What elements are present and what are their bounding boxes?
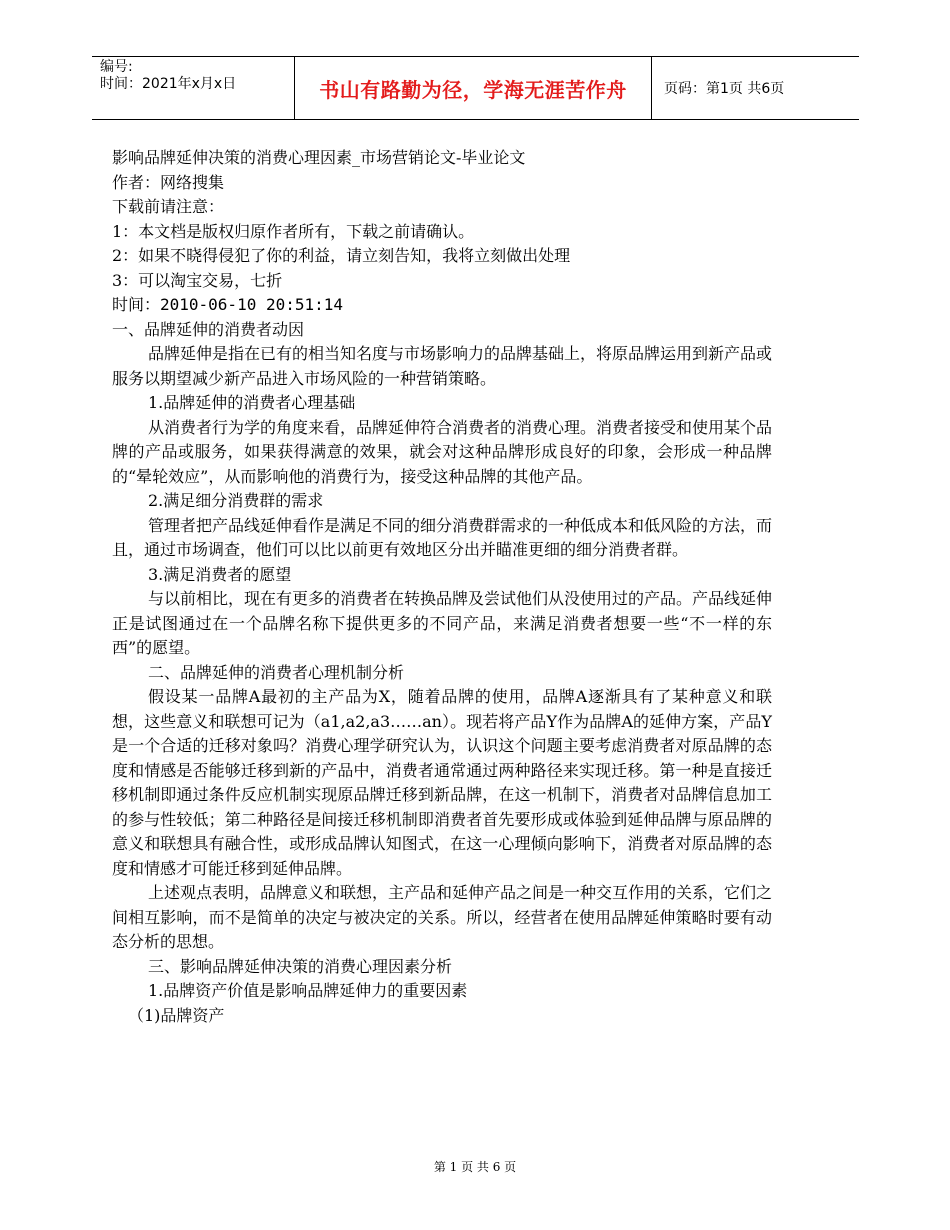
page-header bbox=[92, 56, 859, 120]
section-1-1-paragraph: 从消费者行为学的角度来看，品牌延伸符合消费者的消费心理。消费者接受和使用某个品牌的产品或服务，如果获得满意的效果，就会对这种品牌形成良好的印象，会形成一种品牌的“晕轮效应”，从而影响他的消费行为，接受这种品牌的其他产品。 bbox=[112, 417, 773, 486]
section-3-1-1-heading: （1)品牌资产 bbox=[128, 1005, 225, 1025]
document-time-label: 时间：2021年x月x日 bbox=[100, 76, 237, 92]
article-title: 影响品牌延伸决策的消费心理因素_市场营销论文-毕业论文 bbox=[112, 148, 526, 167]
notice-item-1: 1：本文档是版权归原作者所有，下载之前请确认。 bbox=[112, 221, 475, 241]
article-timestamp: 时间：2010-06-10 20:51:14 bbox=[112, 295, 344, 314]
section-1-1-heading: 1.品牌延伸的消费者心理基础 bbox=[148, 393, 356, 412]
section-1-3-heading: 3.满足消费者的愿望 bbox=[148, 564, 292, 584]
header-page-info: 页码：第1页 共6页 bbox=[664, 81, 785, 97]
header-meta bbox=[92, 57, 294, 119]
notice-item-2: 2：如果不晓得侵犯了你的利益，请立刻告知，我将立刻做出处理 bbox=[112, 246, 571, 265]
document-body bbox=[112, 146, 772, 1028]
section-1-paragraph: 品牌延伸是指在已有的相当知名度与市场影响力的品牌基础上，将原品牌运用到新产品或服务以期望减少新产品进入市场风险的一种营销策略。 bbox=[112, 344, 773, 388]
page-footer: 第 1 页 共 6 页 bbox=[433, 1160, 517, 1174]
section-1-2-paragraph: 管理者把产品线延伸看作是满足不同的细分消费群需求的一种低成本和低风险的方法，而且，通过市场调查，他们可以比以前更有效地区分出并瞄准更细的细分消费者群。 bbox=[112, 515, 773, 559]
section-3-1-heading: 1.品牌资产价值是影响品牌延伸力的重要因素 bbox=[148, 981, 468, 1000]
section-2-paragraph-2: 上述观点表明，品牌意义和联想，主产品和延伸产品之间是一种交互作用的关系，它们之间相互影响，而不是简单的决定与被决定的关系。所以，经营者在使用品牌延伸策略时要有动态分析的思想。 bbox=[112, 883, 773, 951]
article-author: 作者：网络搜集 bbox=[112, 172, 225, 192]
section-2-heading: 二、品牌延伸的消费者心理机制分析 bbox=[148, 662, 405, 682]
section-2-paragraph-1: 假设某一品牌A最初的主产品为X，随着品牌的使用，品牌A逐渐具有了某种意义和联想，这些意义和联想可记为（a1,a2,a3……an）。现若将产品Y作为品牌A的延伸方案，产品Y是一个合适的迁移对象吗？消费心理学研究认为，认识这个问题主要考虑消费者对原品牌的态度和情感是否能够迁移到新的产品中，消费者通常通过两种路径来实现迁移。第一种是直接迁移机制即通过条件反应机制实现原品牌迁移到新品牌，在这一机制下，消费者对品牌信息加工的参与性较低；第二种路径是间接迁移机制即消费者首先要形成或体验到延伸品牌与原品牌的意义和联想具有融合性，或形成品牌认知图式，在这一心理倾向影响下，消费者对原品牌的态度和情感才可能迁移到延伸品牌。 bbox=[112, 687, 772, 878]
document-number-label: 编号: bbox=[100, 59, 133, 75]
section-3-heading: 三、影响品牌延伸决策的消费心理因素分析 bbox=[148, 956, 453, 976]
section-1-3-paragraph: 与以前相比，现在有更多的消费者在转换品牌及尝试他们从没使用过的产品。产品线延伸正是试图通过在一个品牌名称下提供更多的不同产品，来满足消费者想要一些“不一样的东西”的愿望。 bbox=[112, 589, 773, 657]
section-1-2-heading: 2.满足细分消费群的需求 bbox=[148, 491, 324, 510]
section-1-heading: 一、品牌延伸的消费者动因 bbox=[112, 319, 305, 339]
notice-item-3: 3：可以淘宝交易，七折 bbox=[112, 270, 283, 290]
header-motto: 书山有路勤为径，学海无涯苦作舟 bbox=[294, 57, 652, 119]
notice-heading: 下载前请注意： bbox=[112, 197, 225, 216]
